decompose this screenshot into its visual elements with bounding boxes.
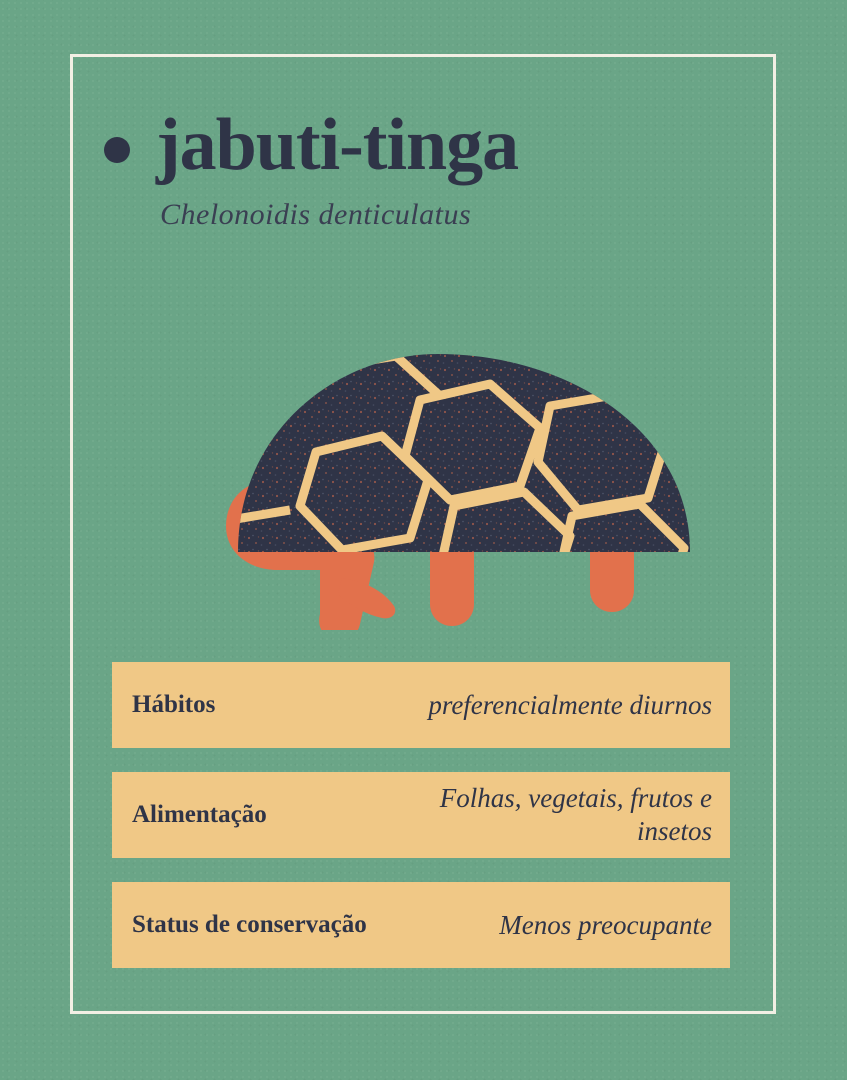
tortoise-illustration (120, 310, 730, 630)
fact-value: Menos preocupante (499, 909, 712, 940)
dot-icon (104, 137, 130, 163)
tortoise-legs (319, 540, 634, 630)
fact-value: preferencialmente diurnos (428, 689, 712, 720)
page-title: jabuti-tinga (156, 104, 519, 186)
fact-label: Hábitos (132, 691, 216, 718)
fact-value: Folhas, vegetais, frutos e insetos (439, 783, 712, 846)
title-block (104, 104, 519, 186)
fact-row (112, 772, 730, 858)
fact-row (112, 662, 730, 748)
fact-label: Status de conservação (132, 911, 367, 938)
facts-list (112, 662, 730, 992)
fact-label: Alimentação (132, 801, 267, 828)
scientific-name: Chelonoidis denticulatus (160, 198, 472, 231)
fact-row (112, 882, 730, 968)
